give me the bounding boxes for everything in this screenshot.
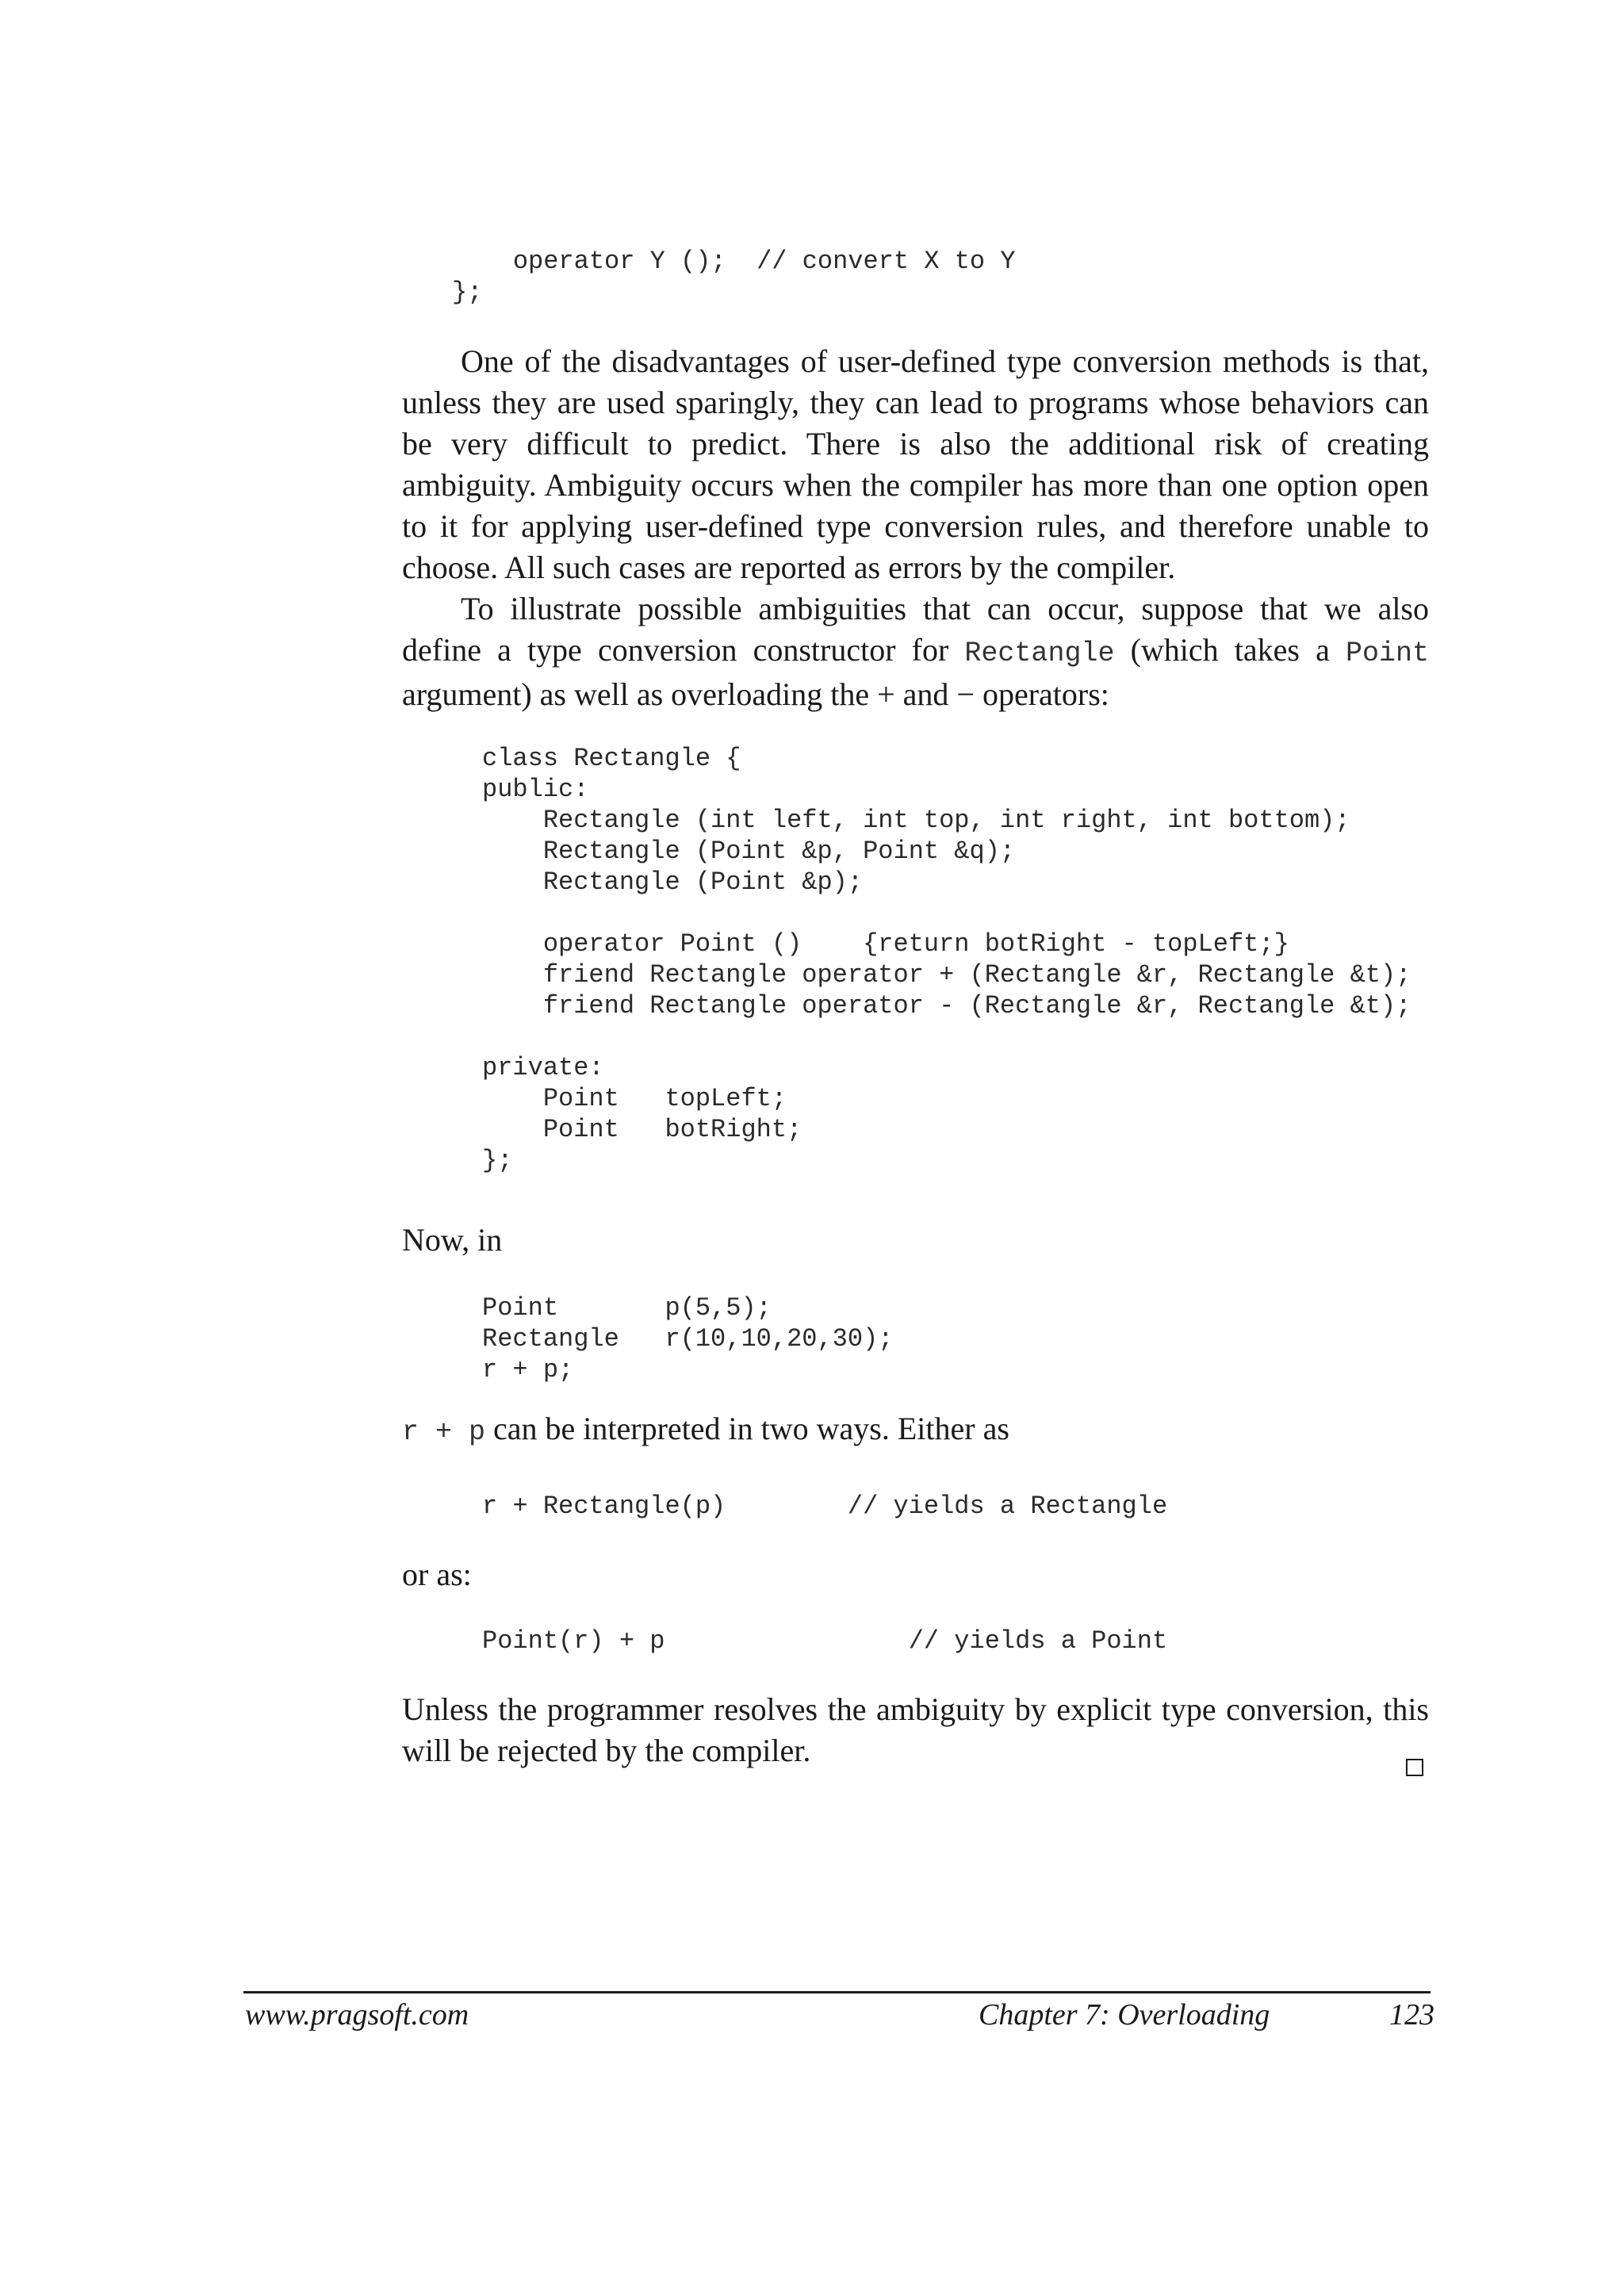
paragraph-interpretation xyxy=(402,1408,1429,1453)
end-of-section-square-icon xyxy=(1406,1759,1423,1776)
footer-divider xyxy=(243,1991,1431,1993)
paragraph-illustrate-text-3: argument) as well as overloading the + and − operators: xyxy=(402,676,1109,712)
paragraph-illustrate xyxy=(402,588,1429,715)
paragraph-unless: Unless the programmer resolves the ambiguity by explicit type conversion, this will be rejected by the compiler. xyxy=(402,1691,1429,1768)
code-block-either: r + Rectangle(p) // yields a Rectangle xyxy=(482,1492,1168,1521)
paragraph-illustrate-text-1: To illustrate possible ambiguities that can occur, suppose that we also define a type conversion constructor for xyxy=(402,591,1429,668)
paragraph-disadvantages-text: One of the disadvantages of user-defined type conversion methods is that, unless they are used sparingly, they can lead to programs whose behaviors can be very difficult to predict. There is also the additional risk of creating ambiguity. Ambiguity occurs when the compiler has more than one option open to it for applying user-defined type conversion rules, and therefore unable to choose. All such cases are reported as errors by the compiler. xyxy=(402,343,1429,585)
code-block-rectangle-class: class Rectangle { public: Rectangle (int left, int top, int right, int bottom); Rectangle (Point &p, Point &q); Rectangle (Point &p); operator Point () {return botRight - topLeft;} friend Rectangle operator + (Rectangle &r, Rectangle &t); friend Rectangle operator - (Rectangle &r, Rectangle &t); private: Point topLeft; Point botRight; }; xyxy=(482,744,1411,1175)
paragraph-now-in: Now, in xyxy=(402,1222,503,1258)
inline-code-rectangle: Rectangle xyxy=(964,638,1115,669)
paragraph-disadvantages xyxy=(402,341,1429,588)
footer-page-number: 123 xyxy=(1389,1998,1434,2032)
paragraph-interpretation-text: can be interpreted in two ways. Either as xyxy=(485,1411,1009,1446)
code-block-operator-y: operator Y (); // convert X to Y }; xyxy=(452,247,1016,307)
inline-code-r-plus-p: r + p xyxy=(402,1416,486,1448)
code-block-or: Point(r) + p // yields a Point xyxy=(482,1626,1168,1656)
footer-website: www.pragsoft.com xyxy=(245,1998,469,2032)
paragraph-or-as: or as: xyxy=(402,1557,472,1592)
paragraph-illustrate-text-2: (which takes a xyxy=(1114,632,1346,668)
footer-chapter: Chapter 7: Overloading xyxy=(979,1998,1270,2032)
inline-code-point: Point xyxy=(1345,638,1430,669)
code-block-usage: Point p(5,5); Rectangle r(10,10,20,30); r + p; xyxy=(482,1293,894,1384)
